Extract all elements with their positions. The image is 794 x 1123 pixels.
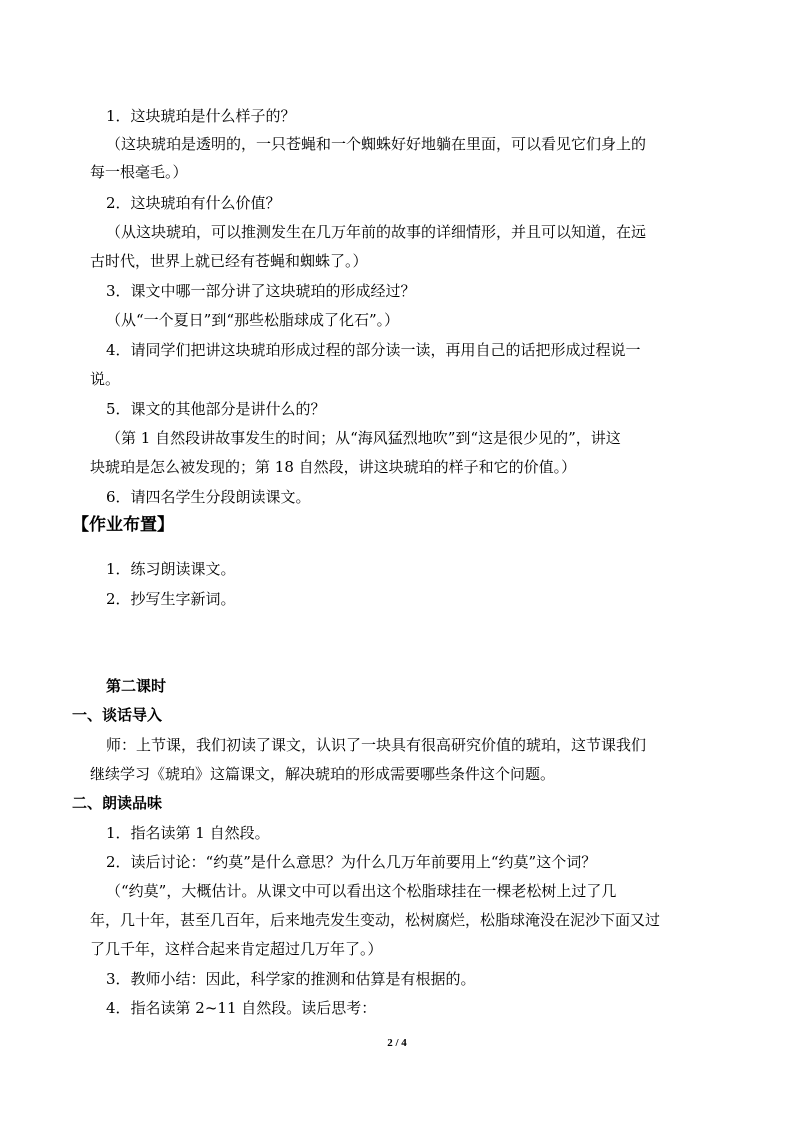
section-2-item-3: 3．教师小结：因此，科学家的推测和估算是有根据的。 <box>106 970 476 988</box>
question-1: 1．这块琥珀是什么样子的？ <box>106 107 296 125</box>
answer-2-line-2: 古时代，世界上就已经有苍蝇和蜘蛛了。） <box>90 252 368 270</box>
question-4-line-1: 4．请同学们把讲这块琥珀形成过程的部分读一读，再用自己的话把形成过程说一 <box>106 341 641 359</box>
homework-heading: 【作业布置】 <box>72 515 174 535</box>
question-4-line-2: 说。 <box>90 370 121 388</box>
question-5: 5．课文的其他部分是讲什么的？ <box>106 400 326 418</box>
answer-5-line-2: 块琥珀是怎么被发现的；第 18 自然段，讲这块琥珀的样子和它的价值。） <box>90 458 577 476</box>
answer-1-line-1: （这块琥珀是透明的，一只苍蝇和一个蜘蛛好好地躺在里面，可以看见它们身上的 <box>106 135 647 153</box>
section-2-item-2-answer-line-3: 了几千年，这样合起来肯定超过几万年了。） <box>90 940 383 958</box>
page-number: 2 / 4 <box>387 1037 407 1049</box>
lesson-2-title: 第二课时 <box>106 677 167 695</box>
section-2-item-2: 2．读后讨论：“约莫”是什么意思？为什么几万年前要用上“约莫”这个词？ <box>106 853 597 871</box>
section-2-item-1: 1．指名读第 1 自然段。 <box>106 824 270 842</box>
section-2-heading: 二、朗读品味 <box>72 794 163 812</box>
answer-5-line-1: （第 1 自然段讲故事发生的时间；从“海风猛烈地吹”到“这是很少见的”，讲这 <box>106 429 621 447</box>
question-3: 3．课文中哪一部分讲了这块琥珀的形成经过？ <box>106 282 416 300</box>
answer-2-line-1: （从这块琥珀，可以推测发生在几万年前的故事的详细情形，并且可以知道，在远 <box>106 223 647 241</box>
section-1-line-1: 师：上节课，我们初读了课文，认识了一块具有很高研究价值的琥珀，这节课我们 <box>106 736 647 754</box>
question-6: 6．请四名学生分段朗读课文。 <box>106 488 311 506</box>
section-2-item-2-answer-line-2: 年，几十年，甚至几百年，后来地壳发生变动，松树腐烂，松脂球淹没在泥沙下面又过 <box>90 911 661 929</box>
answer-3: （从“一个夏日”到“那些松脂球成了化石”。） <box>106 311 400 329</box>
section-2-item-2-answer-line-1: （“约莫”，大概估计。从课文中可以看出这个松脂球挂在一棵老松树上过了几 <box>106 882 617 900</box>
answer-1-line-2: 每一根毫毛。） <box>90 163 188 181</box>
question-2: 2．这块琥珀有什么价值？ <box>106 194 281 212</box>
homework-item-2: 2．抄写生字新词。 <box>106 590 236 608</box>
section-2-item-4: 4．指名读第 2~11 自然段。读后思考： <box>106 999 377 1017</box>
section-1-line-2: 继续学习《琥珀》这篇课文，解决琥珀的形成需要哪些条件这个问题。 <box>90 765 556 783</box>
homework-item-1: 1．练习朗读课文。 <box>106 560 236 578</box>
section-1-heading: 一、谈话导入 <box>72 706 163 724</box>
